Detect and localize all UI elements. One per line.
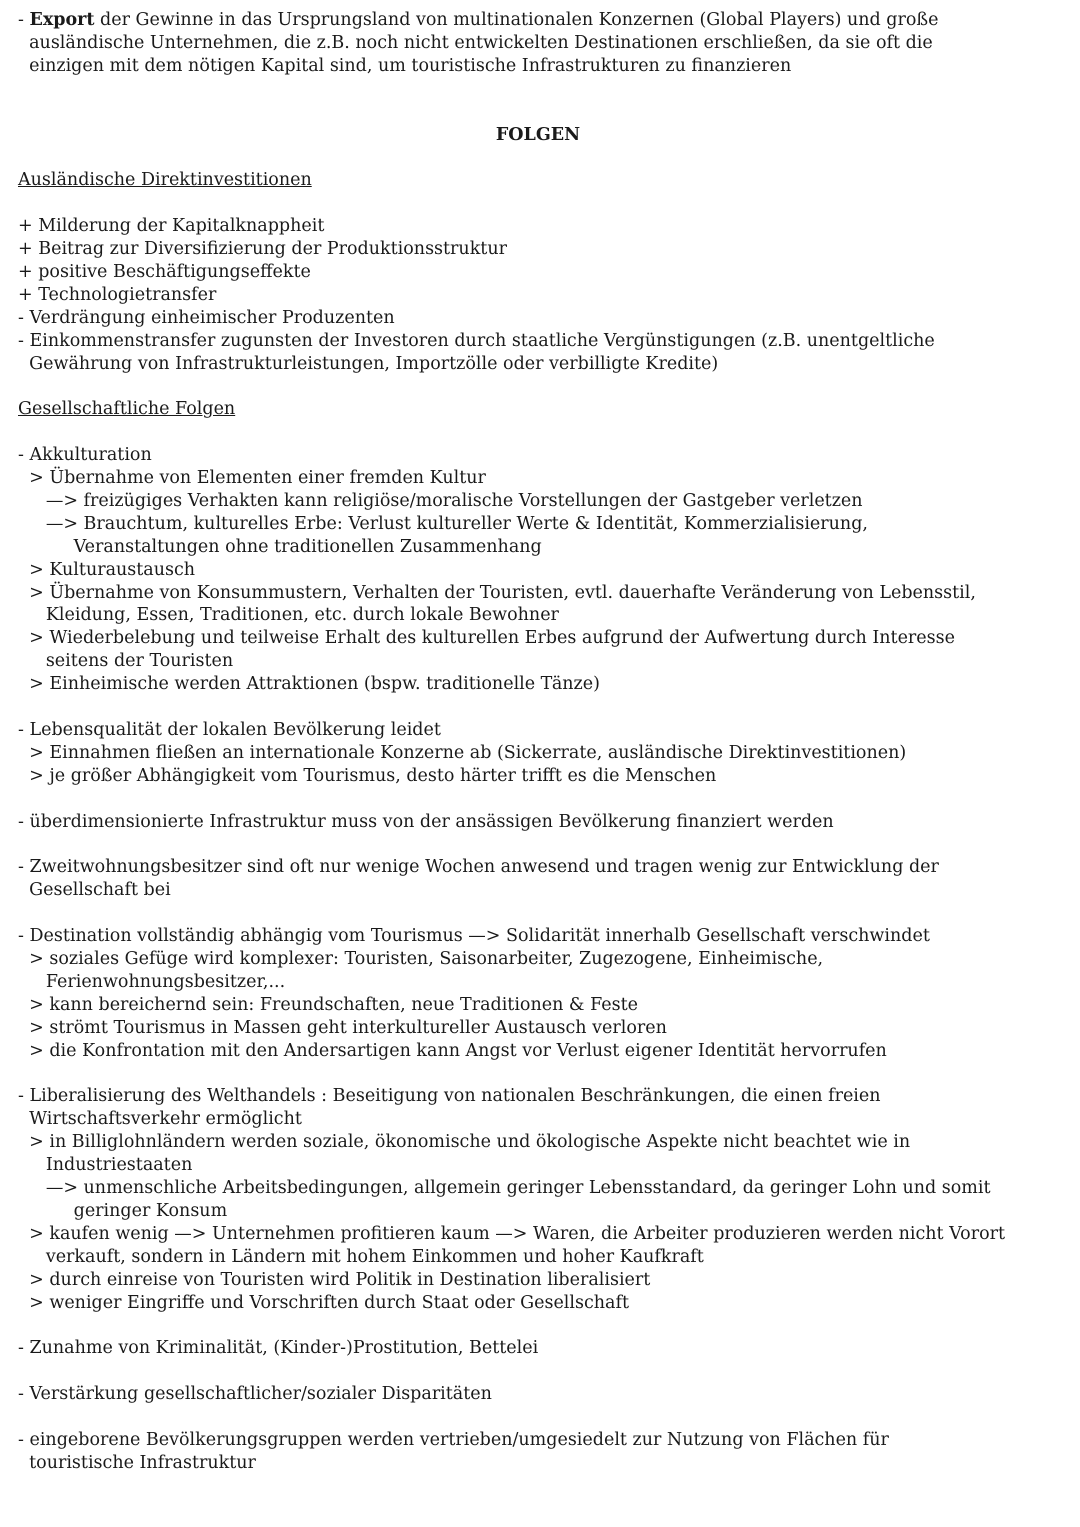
text-line: > Kulturaustausch: [18, 559, 196, 580]
block-vertreibung: [18, 1429, 1058, 1475]
text-line: > die Konfrontation mit den Andersartigen kann Angst vor Verlust eigener Identität hervorrufen: [18, 1040, 887, 1061]
text-line: - Verdrängung einheimischer Produzenten: [18, 307, 395, 328]
spacer: [18, 375, 1058, 398]
intro-line-1: [18, 9, 1058, 32]
text-line: —> Brauchtum, kulturelles Erbe: Verlust kultureller Werte & Identität, Kommerzialisierung,: [18, 513, 868, 534]
text-line: - Liberalisierung des Welthandels : Beseitigung von nationalen Beschränkungen, die einen freien: [18, 1086, 881, 1107]
spacer: [18, 902, 1058, 925]
text-line: - Akkulturation: [18, 445, 152, 466]
spacer: [18, 834, 1058, 857]
intro-bold-word: Export: [29, 10, 95, 30]
spacer: [18, 788, 1058, 811]
block-abhaengigkeit: [18, 925, 1058, 1062]
text-line: > durch einreise von Touristen wird Politik in Destination liberalisiert: [18, 1269, 651, 1290]
text-line: —> freizügiges Verhakten kann religiöse/moralische Vorstellungen der Gastgeber verletzen: [18, 490, 863, 511]
text-line: Ferienwohnungsbesitzer,...: [18, 971, 286, 992]
spacer: [18, 696, 1058, 719]
spacer: [18, 192, 1058, 215]
text-line: > in Billiglohnländern werden soziale, ökonomische und ökologische Aspekte nicht beachtet wie in: [18, 1132, 911, 1153]
text-line: - Destination vollständig abhängig vom Tourismus —> Solidarität innerhalb Gesellschaft verschwindet: [18, 926, 930, 947]
spacer: [18, 421, 1058, 444]
text-line: > weniger Eingriffe und Vorschriften durch Staat oder Gesellschaft: [18, 1292, 629, 1313]
text-line: - Verstärkung gesellschaftlicher/sozialer Disparitäten: [18, 1384, 492, 1405]
spacer: [18, 1406, 1058, 1429]
text-line: + Technologietransfer: [18, 284, 217, 305]
spacer: [18, 1315, 1058, 1338]
text-line: Gesellschaft bei: [18, 880, 171, 901]
text-line: > strömt Tourismus in Massen geht interkultureller Austausch verloren: [18, 1017, 667, 1038]
text-line: > Übernahme von Konsummustern, Verhalten der Touristen, evtl. dauerhafte Veränderung von Lebensstil,: [18, 582, 976, 603]
text-line: geringer Konsum: [18, 1200, 228, 1221]
block-akkulturation: [18, 444, 1058, 696]
intro-line-3: einzigen mit dem nötigen Kapital sind, um touristische Infrastrukturen zu finanzieren: [18, 55, 792, 76]
block-zweitwohnungen: [18, 856, 1058, 902]
text-line: touristische Infrastruktur: [18, 1452, 256, 1473]
text-line: - Zweitwohnungsbesitzer sind oft nur wenige Wochen anwesend und tragen wenig zur Entwicklung der: [18, 857, 939, 878]
text-line: - Einkommenstransfer zugunsten der Investoren durch staatliche Vergünstigungen (z.B. unentgeltliche: [18, 330, 935, 351]
intro-line-1-rest: der Gewinne in das Ursprungsland von multinationalen Konzernen (Global Players) und große: [94, 10, 939, 30]
text-line: Kleidung, Essen, Traditionen, etc. durch lokale Bewohner: [18, 605, 559, 626]
spacer: [18, 78, 1058, 124]
text-line: > kaufen wenig —> Unternehmen profitieren kaum —> Waren, die Arbeiter produzieren werden nicht Vorort: [18, 1223, 1005, 1244]
section-title-gesellschaftliche-folgen: Gesellschaftliche Folgen: [18, 399, 236, 420]
spacer: [18, 146, 1058, 169]
text-line: Industriestaaten: [18, 1155, 193, 1176]
text-line: verkauft, sondern in Ländern mit hohem Einkommen und hoher Kaufkraft: [18, 1246, 704, 1267]
text-line: - eingeborene Bevölkerungsgruppen werden vertrieben/umgesiedelt zur Nutzung von Flächen für: [18, 1429, 889, 1450]
text-line: + Milderung der Kapitalknappheit: [18, 216, 325, 237]
spacer: [18, 1063, 1058, 1086]
heading-folgen: FOLGEN: [495, 124, 581, 145]
text-line: > Einheimische werden Attraktionen (bspw. traditionelle Tänze): [18, 674, 600, 695]
spacer: [18, 1360, 1058, 1383]
text-line: - überdimensionierte Infrastruktur muss von der ansässigen Bevölkerung finanziert werden: [18, 811, 834, 832]
block-liberalisierung: [18, 1085, 1058, 1314]
section-title-direktinvestitionen: Ausländische Direktinvestitionen: [18, 170, 312, 191]
block-infrastruktur: [18, 811, 1058, 834]
block-lebensqualitaet: [18, 719, 1058, 788]
text-line: Wirtschaftsverkehr ermöglicht: [18, 1109, 302, 1130]
text-line: seitens der Touristen: [18, 651, 234, 672]
text-line: > Einnahmen fließen an internationale Konzerne ab (Sickerrate, ausländische Direktinvestitionen): [18, 742, 907, 763]
section1-lines: [18, 215, 1058, 375]
block-disparitaeten: [18, 1383, 1058, 1406]
intro-bullet: -: [18, 10, 30, 30]
text-line: Gewährung von Infrastrukturleistungen, Importzölle oder verbilligte Kredite): [18, 353, 719, 374]
text-line: —> unmenschliche Arbeitsbedingungen, allgemein geringer Lebensstandard, da geringer Lohn und somit: [18, 1178, 991, 1199]
text-line: Veranstaltungen ohne traditionellen Zusammenhang: [18, 536, 542, 557]
text-line: > Wiederbelebung und teilweise Erhalt des kulturellen Erbes aufgrund der Aufwertung durch Interesse: [18, 628, 955, 649]
block-kriminalitaet: [18, 1337, 1058, 1360]
text-line: > kann bereichernd sein: Freundschaften, neue Traditionen & Feste: [18, 994, 638, 1015]
text-line: + positive Beschäftigungseffekte: [18, 261, 311, 282]
text-line: > Übernahme von Elementen einer fremden Kultur: [18, 468, 486, 489]
text-line: > soziales Gefüge wird komplexer: Touristen, Saisonarbeiter, Zugezogene, Einheimische,: [18, 949, 824, 970]
text-line: - Lebensqualität der lokalen Bevölkerung leidet: [18, 720, 441, 740]
text-line: - Zunahme von Kriminalität, (Kinder-)Prostitution, Bettelei: [18, 1338, 539, 1359]
intro-line-2: ausländische Unternehmen, die z.B. noch nicht entwickelten Destinationen erschließen, da sie oft die: [18, 32, 933, 53]
text-line: + Beitrag zur Diversifizierung der Produktionsstruktur: [18, 239, 507, 260]
text-line: > je größer Abhängigkeit vom Tourismus, desto härter trifft es die Menschen: [18, 765, 717, 786]
